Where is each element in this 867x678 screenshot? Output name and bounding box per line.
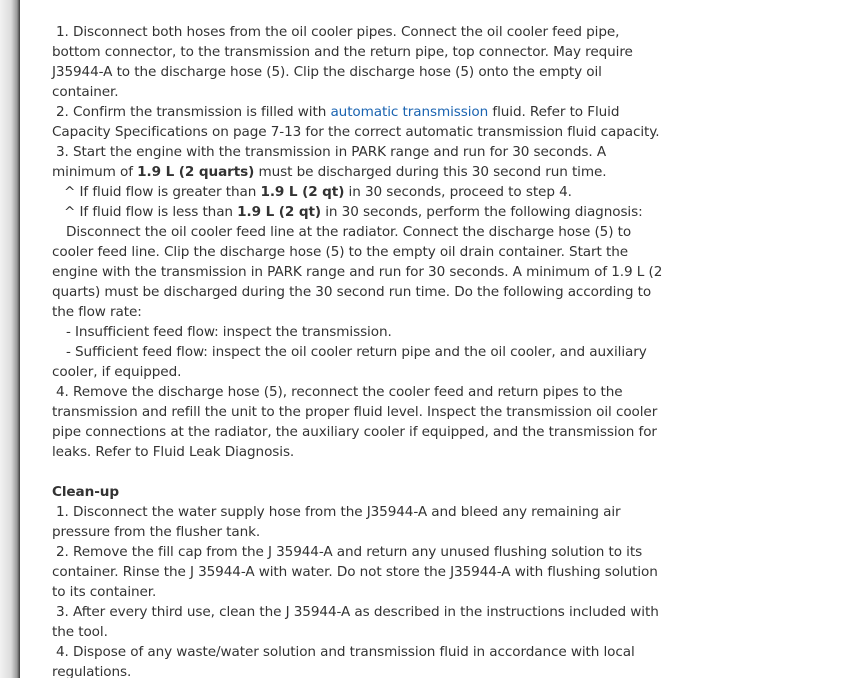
step-3d-text: - Insufficient feed flow: inspect the transmission.	[66, 324, 392, 340]
step-2-text-pre: 2. Confirm the transmission is filled with	[56, 104, 331, 120]
step-3-quantity: 1.9 L (2 quarts)	[137, 164, 255, 180]
step-1	[52, 22, 672, 102]
cleanup-step-3-text: 3. After every third use, clean the J 35944-A as described in the instructions included with the tool.	[52, 604, 659, 640]
step-3-text-pre: 3. Start the engine with the transmission in PARK range and run for 30 seconds. A minimum of	[52, 144, 607, 180]
left-edge-shadow	[0, 0, 20, 678]
step-4-text: 4. Remove the discharge hose (5), reconnect the cooler feed and return pipes to the transmission and refill the unit to the proper fluid level. Inspect the transmission oil cooler pipe connections at the radiator, the auxiliary cooler if equipped, and the transmission for leaks. Refer to Fluid Leak Diagnosis.	[52, 384, 658, 460]
spacer	[52, 462, 672, 482]
step-4	[52, 382, 672, 462]
step-3a-pre: ^ If fluid flow is greater than	[64, 184, 261, 200]
cleanup-step-1	[52, 502, 672, 542]
step-1-text: 1. Disconnect both hoses from the oil cooler pipes. Connect the oil cooler feed pipe, bottom connector, to the transmission and the return pipe, top connector. May require J35944-A to the discharge hose (5). Clip the discharge hose (5) onto the empty oil container.	[52, 24, 633, 100]
step-2	[52, 102, 672, 142]
step-3	[52, 142, 672, 182]
step-3e-text: - Sufficient feed flow: inspect the oil cooler return pipe and the oil cooler, and auxiliary cooler, if equipped.	[52, 344, 647, 380]
step-3a-quantity: 1.9 L (2 qt)	[260, 184, 345, 200]
step-3c-text: Disconnect the oil cooler feed line at the radiator. Connect the discharge hose (5) to cooler feed line. Clip the discharge hose (5) to the empty oil drain container. Start the engine with the transmission in PARK range and run for 30 seconds. A minimum of 1.9 L (2 quarts) must be discharged during the 30 second run time. Do the following according to the flow rate:	[52, 224, 663, 320]
step-2-text-post: fluid. Refer to Fluid Capacity Specifications on page 7-13 for the correct automatic transmission fluid capacity.	[52, 104, 660, 140]
document-body	[52, 22, 672, 678]
cleanup-heading: Clean-up	[52, 484, 119, 500]
step-3-sufficient	[52, 342, 672, 382]
step-3-diagnosis	[52, 222, 672, 322]
step-3b-pre: ^ If fluid flow is less than	[64, 204, 238, 220]
cleanup-step-4-text: 4. Dispose of any waste/water solution and transmission fluid in accordance with local regulations.	[52, 644, 635, 678]
cleanup-step-4	[52, 642, 672, 678]
step-3-greater-case	[52, 182, 672, 202]
step-3b-quantity: 1.9 L (2 qt)	[237, 204, 322, 220]
step-3a-post: in 30 seconds, proceed to step 4.	[344, 184, 572, 200]
automatic-transmission-link[interactable]: automatic transmission	[330, 104, 489, 120]
cleanup-step-1-text: 1. Disconnect the water supply hose from the J35944-A and bleed any remaining air pressure from the flusher tank.	[52, 504, 621, 540]
cleanup-step-3	[52, 602, 672, 642]
step-3-insufficient	[52, 322, 672, 342]
cleanup-step-2-text: 2. Remove the fill cap from the J 35944-A and return any unused flushing solution to its container. Rinse the J 35944-A with water. Do not store the J35944-A with flushing solution to its container.	[52, 544, 658, 600]
step-3-less-case	[52, 202, 672, 222]
step-3b-post: in 30 seconds, perform the following diagnosis:	[321, 204, 643, 220]
step-3-text-post: must be discharged during this 30 second run time.	[254, 164, 607, 180]
cleanup-step-2	[52, 542, 672, 602]
